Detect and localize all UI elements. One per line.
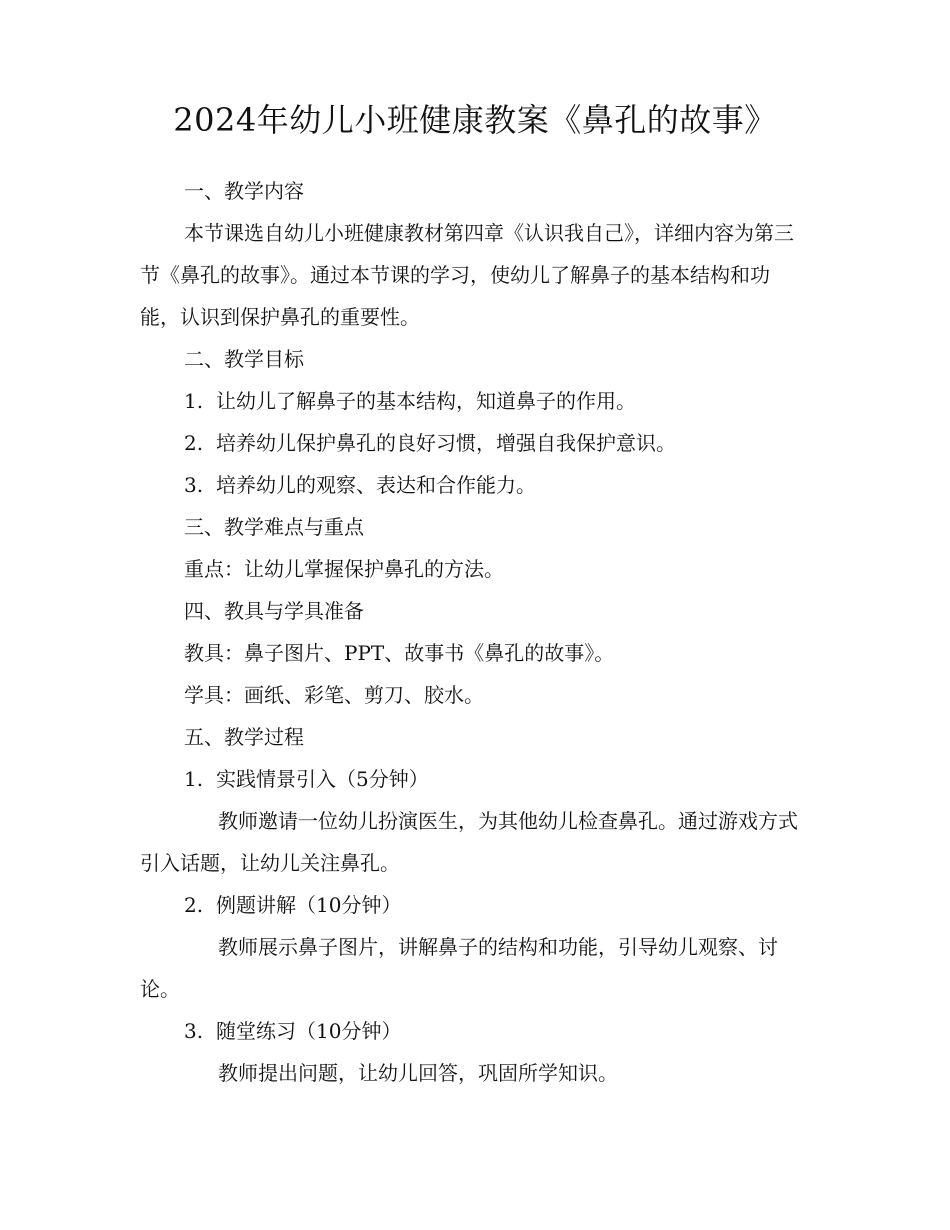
section-heading-goals: 二、教学目标 xyxy=(184,347,304,371)
goal-item xyxy=(140,422,805,464)
difficulty-text: 重点：让幼儿掌握保护鼻孔的方法。 xyxy=(184,557,504,581)
goal-text: 培养幼儿保护鼻孔的良好习惯，增强自我保护意识。 xyxy=(216,431,676,455)
section-heading-content: 一、教学内容 xyxy=(184,179,304,203)
section-heading-materials: 四、教具与学具准备 xyxy=(184,599,364,623)
step-number: 1. xyxy=(184,767,204,791)
step-paragraph: 教师提出问题，让幼儿回答，巩固所学知识。 xyxy=(218,1061,618,1085)
teacher-materials: 教具：鼻子图片、PPT、故事书《鼻孔的故事》。 xyxy=(184,641,615,665)
goal-text: 培养幼儿的观察、表达和合作能力。 xyxy=(216,473,536,497)
goal-number: 3. xyxy=(184,473,204,497)
goal-number: 2. xyxy=(184,431,204,455)
step-title xyxy=(140,1010,805,1052)
step-title-text: 例题讲解（10分钟） xyxy=(216,893,402,917)
step-title xyxy=(140,758,805,800)
goal-text: 让幼儿了解鼻子的基本结构，知道鼻子的作用。 xyxy=(216,389,636,413)
document-title: 2024年幼儿小班健康教案《鼻孔的故事》 xyxy=(173,101,777,139)
step-title-text: 实践情景引入（5分钟） xyxy=(216,767,429,791)
goal-item xyxy=(140,464,805,506)
step-paragraph: 教师展示鼻子图片，讲解鼻子的结构和功能，引导幼儿观察、讨论。 xyxy=(140,935,778,1001)
step-number: 2. xyxy=(184,893,204,917)
step-title-text: 随堂练习（10分钟） xyxy=(216,1019,402,1043)
section-heading-process: 五、教学过程 xyxy=(184,725,304,749)
goal-item xyxy=(140,380,805,422)
step-number: 3. xyxy=(184,1019,204,1043)
document-body xyxy=(140,170,805,1094)
student-materials: 学具：画纸、彩笔、剪刀、胶水。 xyxy=(184,683,484,707)
goal-number: 1. xyxy=(184,389,204,413)
section-heading-difficulty: 三、教学难点与重点 xyxy=(184,515,364,539)
content-paragraph: 本节课选自幼儿小班健康教材第四章《认识我自己》，详细内容为第三节《鼻孔的故事》。通过本节课的学习，使幼儿了解鼻子的基本结构和功能，认识到保护鼻孔的重要性。 xyxy=(140,221,794,329)
step-title xyxy=(140,884,805,926)
step-paragraph: 教师邀请一位幼儿扮演医生，为其他幼儿检查鼻孔。通过游戏方式引入话题，让幼儿关注鼻孔。 xyxy=(140,809,798,875)
